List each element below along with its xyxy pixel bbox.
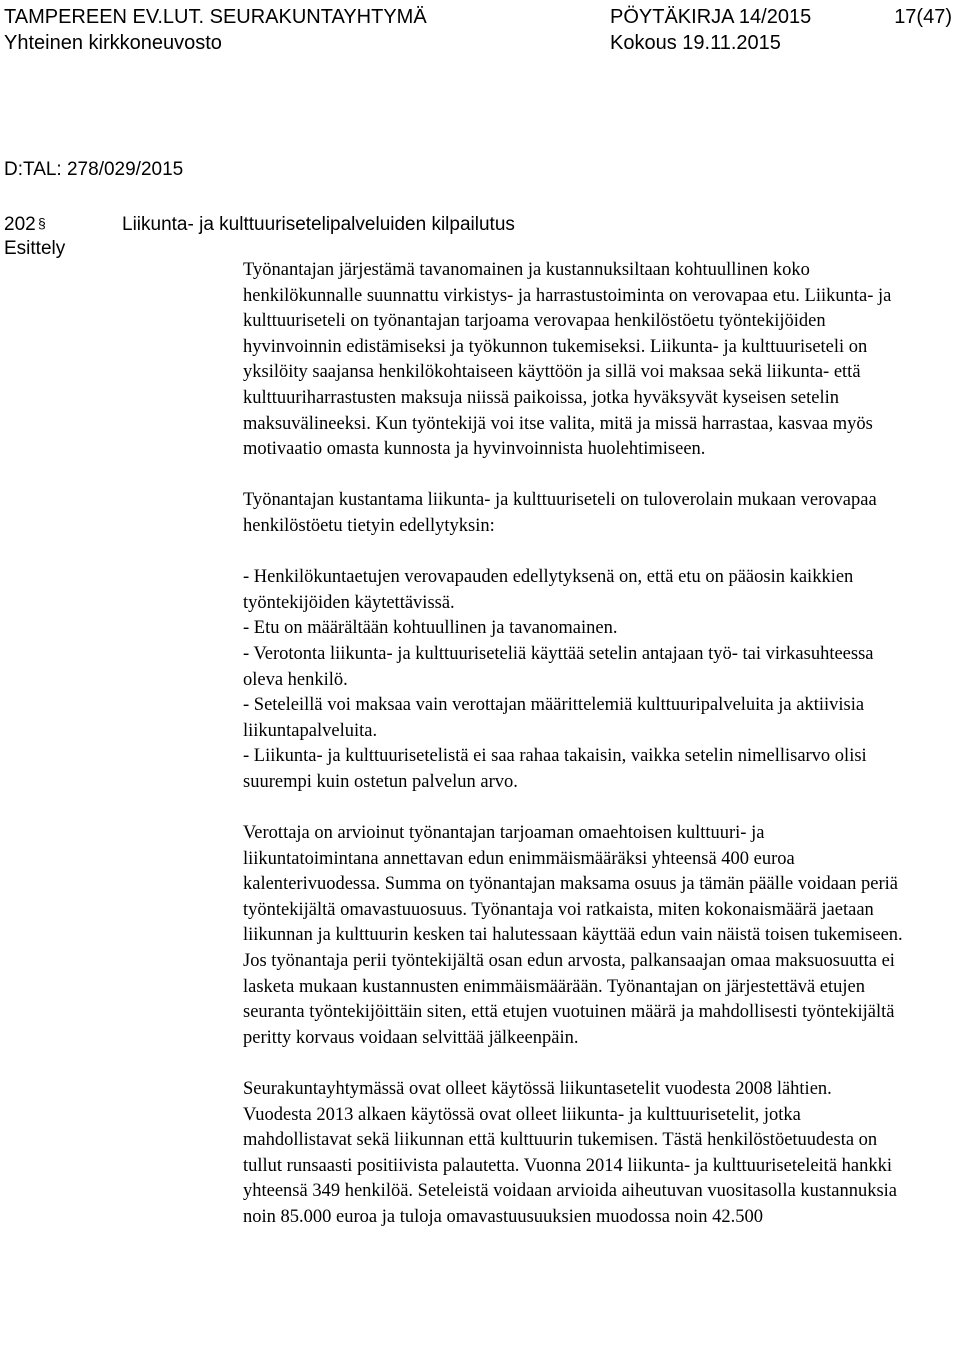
condition-item-4: - Seteleillä voi maksaa vain verottajan määrittelemiä kulttuuripalveluita ja aktiivisia liikuntapalveluita. (243, 695, 865, 741)
document-body (243, 258, 903, 1256)
page-number: 17(47) (894, 6, 952, 28)
condition-item-2: - Etu on määrältään kohtuullinen ja tavanomainen. (243, 618, 618, 639)
page-header (4, 4, 956, 56)
case-number: 202 (4, 214, 36, 235)
record-number: D:TAL: 278/029/2015 (4, 159, 184, 180)
condition-item-3: - Verotonta liikunta- ja kulttuuriseteliä käyttää setelin antajaan työ- tai virkasuhteessa oleva henkilö. (243, 643, 874, 690)
minutes-number: PÖYTÄKIRJA 14/2015 (610, 6, 812, 28)
meeting-date: Kokous 19.11.2015 (610, 32, 781, 54)
side-label-esittely: Esittely (4, 238, 66, 259)
paragraph-2: Työnantajan kustantama liikunta- ja kulttuuriseteli on tuloverolain mukaan verovapaa henkilöstöetu tietyin edellytyksin: (243, 490, 877, 536)
header-row-1 (4, 4, 956, 30)
section-mark: § (38, 215, 46, 231)
condition-item-1: - Henkilökuntaetujen verovapauden edellytyksenä on, että etu on pääosin kaikkien työntekijöiden käytettävissä. (243, 567, 854, 613)
case-heading (4, 211, 904, 237)
organization-name: TAMPEREEN EV.LUT. SEURAKUNTAYHTYMÄ (4, 6, 427, 28)
board-name: Yhteinen kirkkoneuvosto (4, 32, 222, 54)
case-title: Liikunta- ja kulttuurisetelipalveluiden kilpailutus (122, 214, 515, 235)
paragraph-1: Työnantajan järjestämä tavanomainen ja kustannuksiltaan kohtuullinen koko henkilökunnalle suunnattu virkistys- ja harrastustoiminta on verovapaa etu. Liikunta- ja kulttuuriseteli on työnantajan tarjoama verovapaa henkilöstöetu työntekijöiden hyvinvoinnin edistämiseksi ja työkunnon tukemiseksi. Liikunta- ja kulttuuriseteli on yksilöity saajansa henkilökohtaiseen käyttöön ja sillä voi maksaa sekä liikunta- että kulttuuriharrastusten maksuja niissä paikoissa, jotka hyväksyvät kyseisen setelin maksuvälineeksi. Kun työntekijä voi itse valita, mitä ja missä harrastaa, kasvaa myös motivaatio omasta kunnosta ja hyvinvoinnista huolehtimiseen. (243, 260, 892, 460)
header-row-2 (4, 30, 956, 56)
condition-item-5: - Liikunta- ja kulttuurisetelistä ei saa rahaa takaisin, vaikka setelin nimellisarvo olisi suurempi kuin ostetun palvelun arvo. (243, 746, 867, 792)
paragraph-4: Seurakuntayhtymässä ovat olleet käytössä liikuntasetelit vuodesta 2008 lähtien. Vuodesta 2013 alkaen käytössä ovat olleet liikunta- ja kulttuurisetelit, jotka mahdollistavat sekä liikunnan että kulttuurin tukemisen. Tästä henkilöstöetuudesta on tullut runsaasti positiivista palautetta. Vuonna 2014 liikunta- ja kulttuuriseteleitä hankki yhteensä 349 henkilöä. Seteleistä voidaan arvioida aiheutuvan vuositasolla kustannuksia noin 85.000 euroa ja tuloja omavastuusuuksien muodossa noin 42.500 (243, 1079, 898, 1227)
paragraph-3: Verottaja on arvioinut työnantajan tarjoaman omaehtoisen kulttuuri- ja liikuntatoimintana annettavan edun enimmäismääräksi yhteensä 400 euroa kalenterivuodessa. Summa on työnantajan maksama osuus ja tämän päälle voidaan periä työntekijältä omavastuuosuus. Työnantaja voi ratkaista, miten kokonaismäärä jaetaan liikunnan ja kulttuurin kesken tai halutessaan käyttää edun vain näistä toisen tukemiseen. Jos työnantaja perii työntekijältä osan edun arvosta, palkansaajan omaa maksuosuutta ei lasketa mukaan kustannusten enimmäismäärään. Työnantajan on järjestettävä etujen seuranta työntekijöittäin siten, että etujen vuotuinen määrä ja mahdollisesti työntekijältä peritty korvaus voidaan selvittää jälkeenpäin. (243, 823, 903, 1048)
